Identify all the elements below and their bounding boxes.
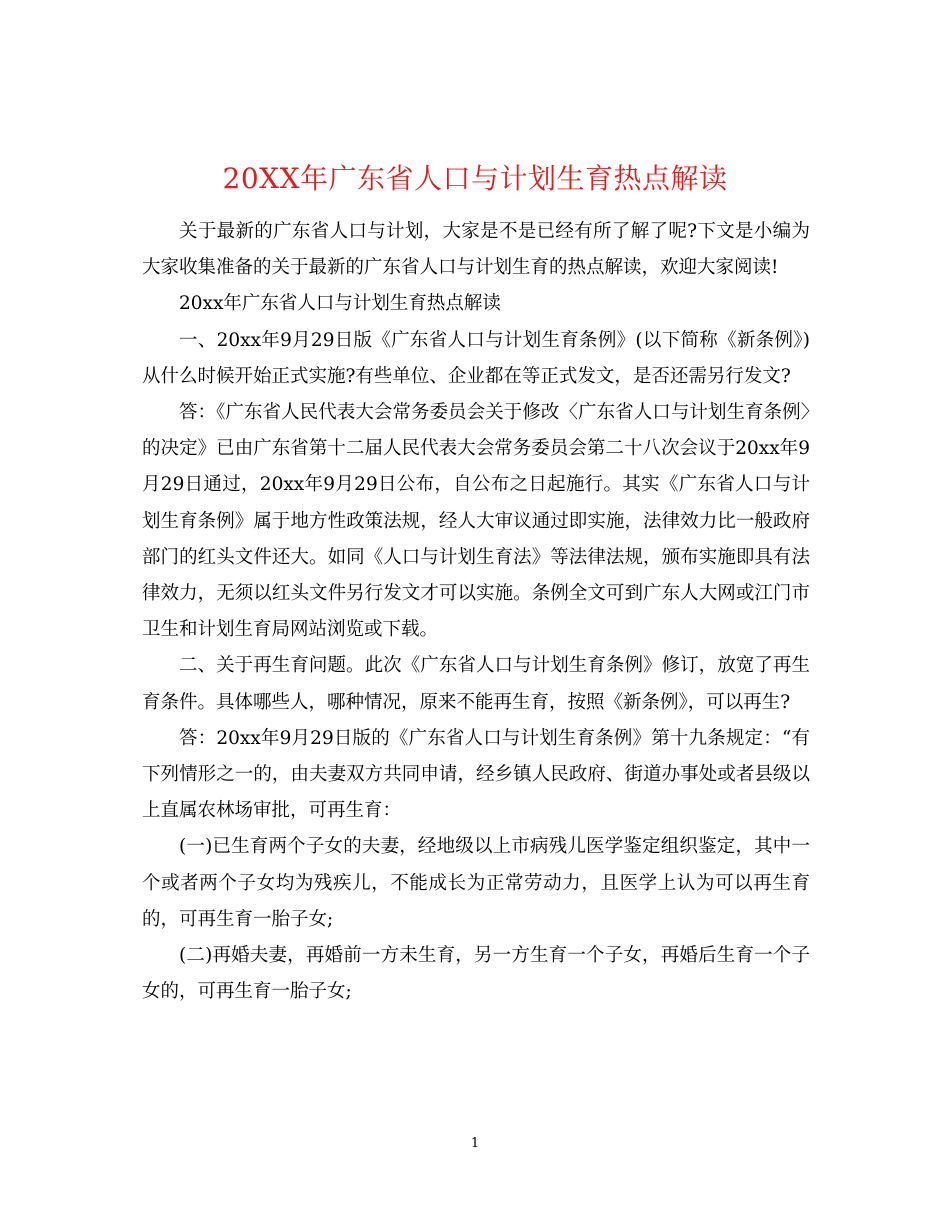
question-2-paragraph: 二、关于再生育问题。此次《广东省人口与计划生育条例》修订，放宽了再生育条件。具体哪些人，哪种情况，原来不能再生育，按照《新条例》，可以再生? xyxy=(142,655,810,713)
page-number: 1 xyxy=(470,1136,480,1151)
intro-paragraph: 关于最新的广东省人口与计划，大家是不是已经有所了解了呢?下文是小编为大家收集准备的关于最新的广东省人口与计划生育的热点解读，欢迎大家阅读! xyxy=(142,221,810,279)
answer-2-paragraph: 答：20xx年9月29日版的《广东省人口与计划生育条例》第十九条规定：“有下列情形之一的，由夫妻双方共同申请，经乡镇人民政府、街道办事处或者县级以上直属农林场审批，可再生育： xyxy=(142,727,810,822)
answer-1-paragraph: 答：《广东省人民代表大会常务委员会关于修改〈广东省人口与计划生育条例〉的决定》已由广东省第十二届人民代表大会常务委员会第二十八次会议于20xx年9月29日通过，20xx年9月29日公布，自公布之日起施行。其实《广东省人口与计划生育条例》属于地方性政策法规，经人大审议通过即实施，法律效力比一般政府部门的红头文件还大。如同《人口与计划生育法》等法律法规，颁布实施即具有法律效力，无须以红头文件另行发文才可以实施。条例全文可到广东人大网或江门市卫生和计划生育局网站浏览或下载。 xyxy=(142,402,810,641)
document-title: 20XX年广东省人口与计划生育热点解读 xyxy=(222,161,728,195)
document-body xyxy=(142,214,810,1010)
clause-1-paragraph: (一)已生育两个子女的夫妻，经地级以上市病残儿医学鉴定组织鉴定，其中一个或者两个子女均为残疾儿，不能成长为正常劳动力，且医学上认为可以再生育的，可再生育一胎子女; xyxy=(142,836,810,930)
section-heading: 20xx年广东省人口与计划生育热点解读 xyxy=(179,293,501,315)
question-1-paragraph: 一、20xx年9月29日版《广东省人口与计划生育条例》(以下简称《新条例》)从什么时候开始正式实施?有些单位、企业都在等正式发文，是否还需另行发文? xyxy=(142,329,810,387)
clause-2-paragraph: (二)再婚夫妻，再婚前一方未生育，另一方生育一个子女，再婚后生育一个子女的，可再生育一胎子女; xyxy=(142,945,810,1003)
